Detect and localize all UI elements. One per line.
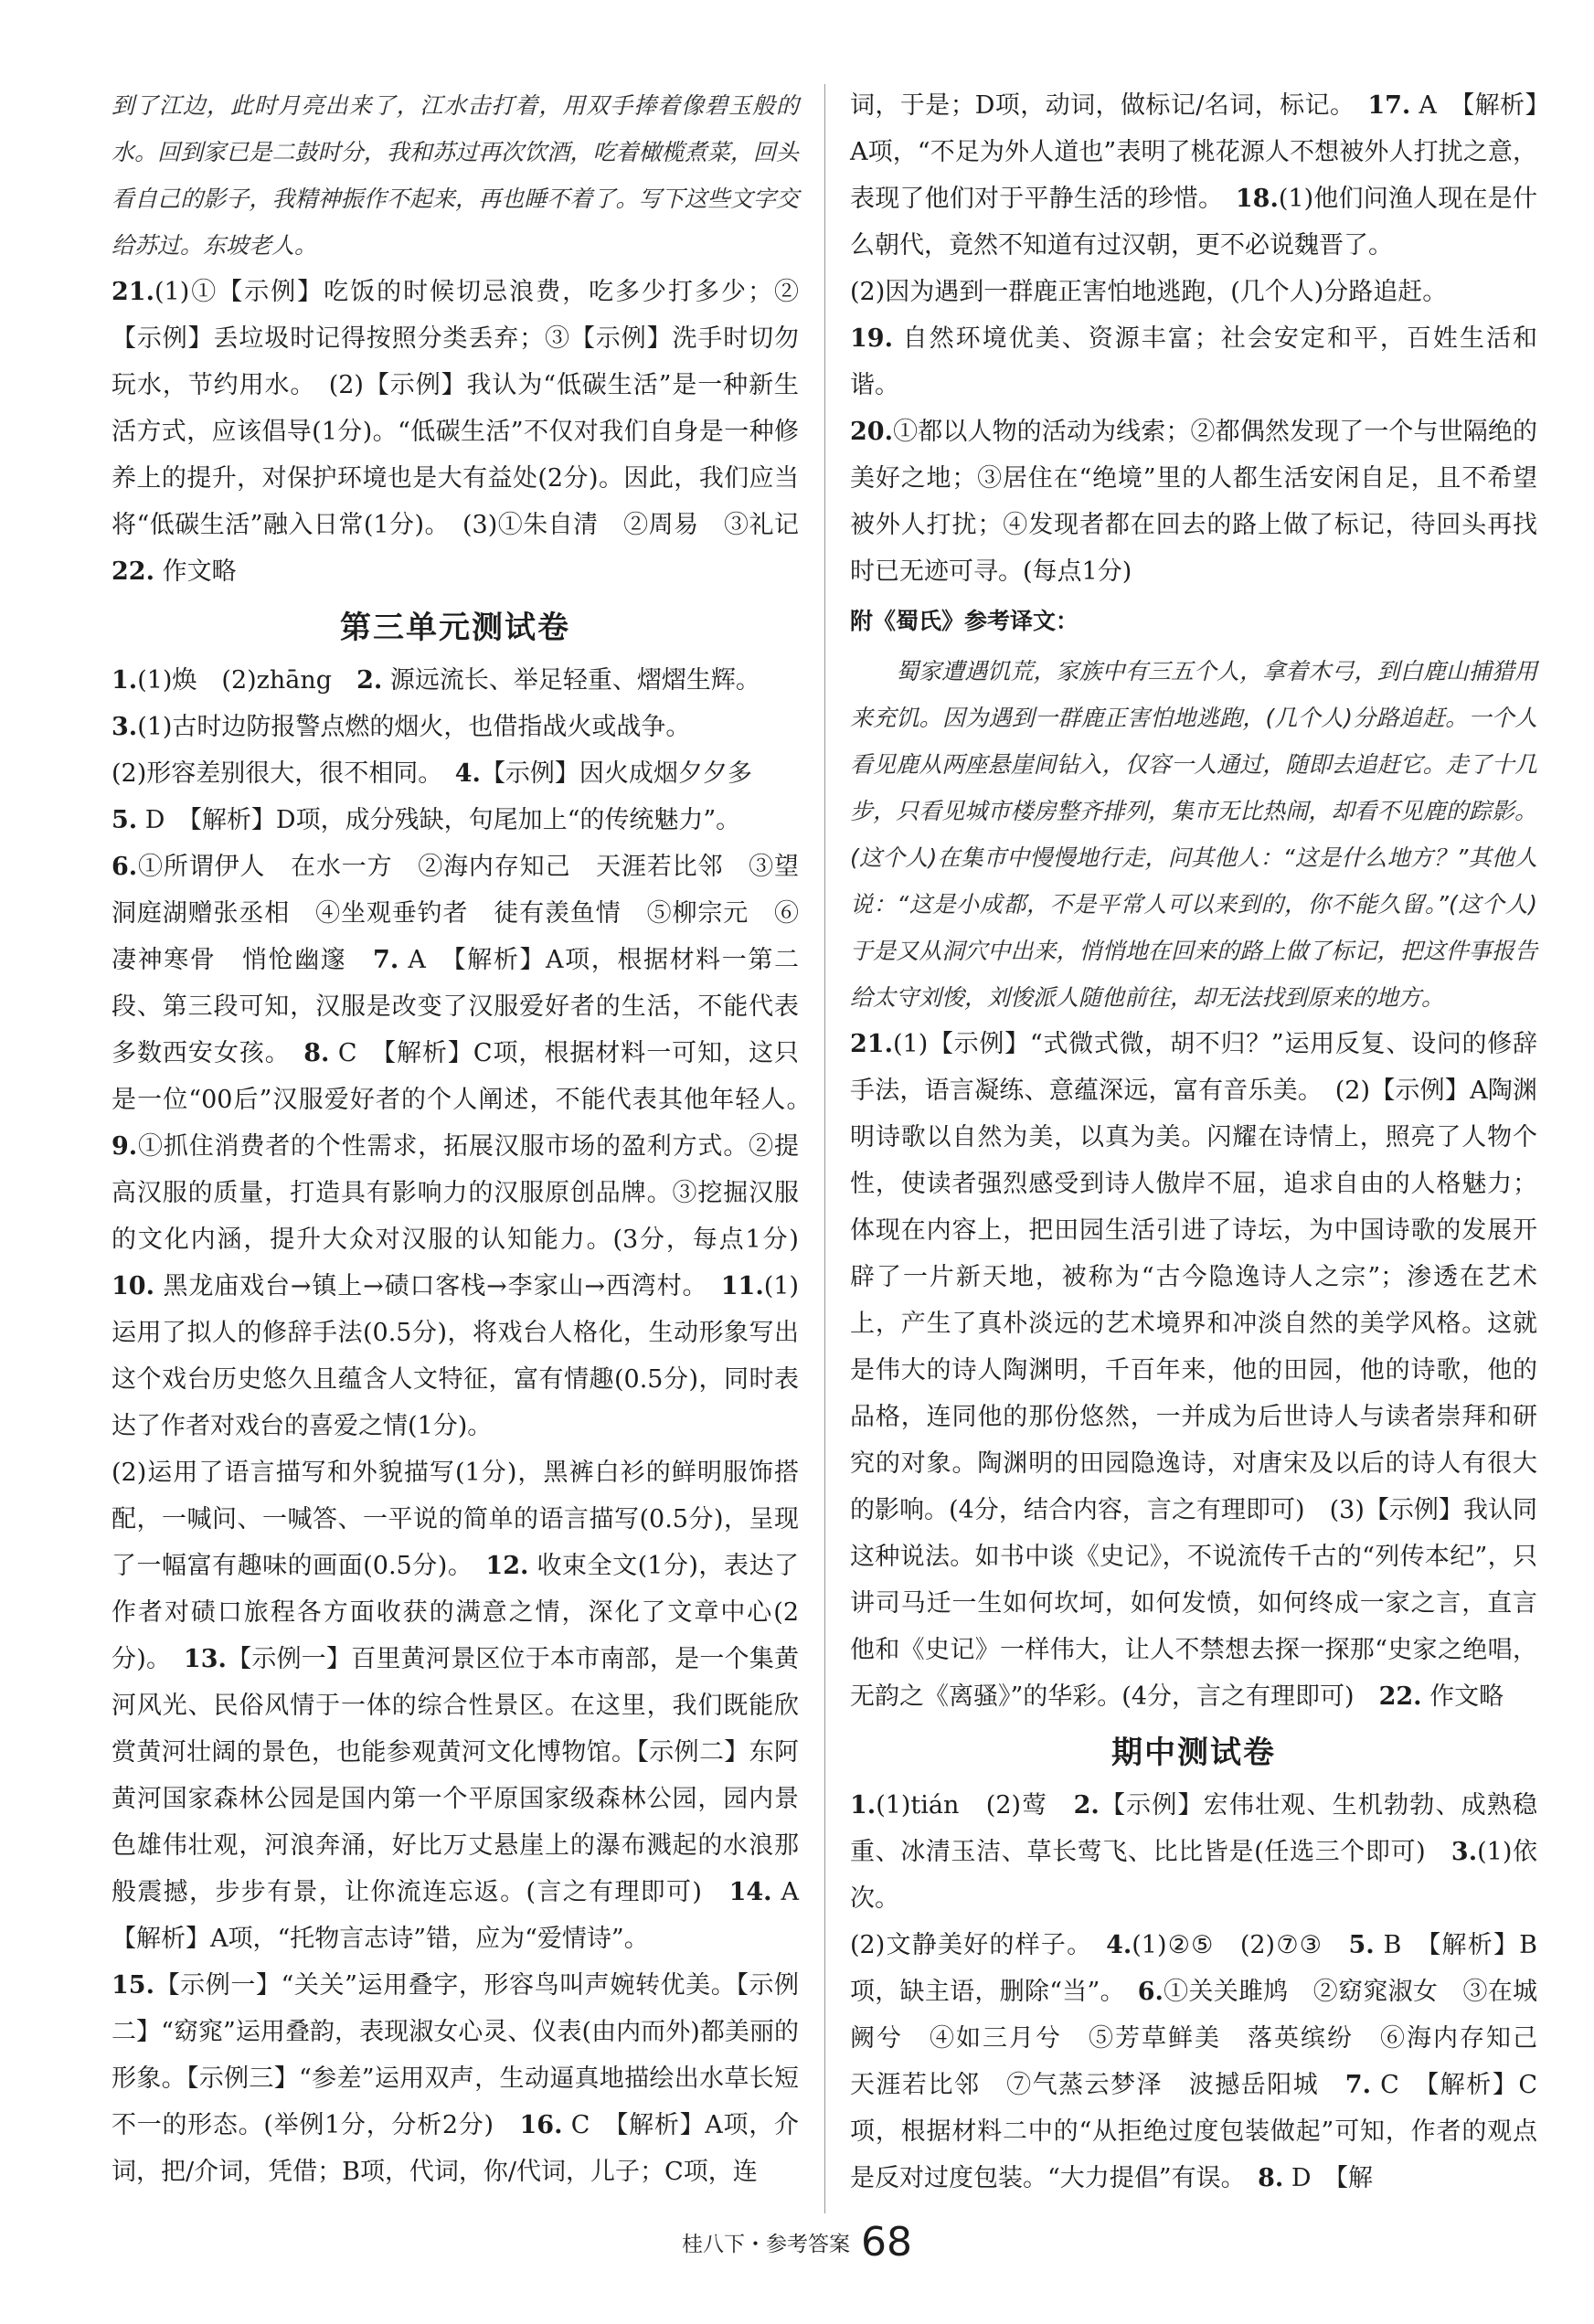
reference-translation: 蜀家遭遇饥荒，家族中有三五个人，拿着木弓，到白鹿山捕猎用来充饥。因为遇到一群鹿正害怕地逃跑，(几个人)分路追赶。一个人看见鹿从两座悬崖间钻入，仅容一人通过，随即去追赶它。走了十几步，只看见城市楼房整齐排列，集市无比热闹，却看不见鹿的踪影。(这个人)在集市中慢慢地行走，问其他人：“这是什么地方？”其他人说：“这是小成都，不是平常人可以来到的，你不能久留。”(这个人)于是又从洞穴中出来，悄悄地在回来的路上做了标记，把这件事报告给太守刘悛，刘悛派人随他前往，却无法找到原来的地方。 — [850, 658, 1537, 1011]
answer-15-16: 15.【示例一】“关关”运用叠字，形容鸟叫声婉转优美。【示例二】“窈窕”运用叠韵，表现淑女心灵、仪表(由内而外)都美丽的形象。【示例三】“参差”运用双声，生动逼真地描绘出水草长短不一的形态。(举例1分，分析2分) 16. C 【解析】A项，介词，把/介词，凭借；B项，代词，你/代词，儿子；C项，连 — [112, 1971, 799, 2186]
page-number: 68 — [861, 2219, 912, 2266]
section-title-midterm: 期中测试卷 — [1111, 1735, 1276, 1771]
answer-19: 19. 自然环境优美、资源丰富；社会安定和平，百姓生活和谐。 — [850, 324, 1537, 399]
answer-18-2: (2)因为遇到一群鹿正害怕地逃跑，(几个人)分路追赶。 — [850, 278, 1448, 306]
section-title-unit3: 第三单元测试卷 — [340, 610, 570, 646]
midterm-answer-1-3: 1.(1)tián (2)莺 2.【示例】宏伟壮观、生机勃勃、成熟稳重、冰清玉洁、草长莺飞、比比皆是(任选三个即可) 3.(1)依次。 — [850, 1791, 1538, 1913]
page-footer — [0, 2219, 1594, 2266]
midterm-answer-3-8: (2)文静美好的样子。 4.(1)②⑤ (2)⑦③ 5. B 【解析】B项，缺主语，删除“当”。 6.①关关雎鸠 ②窈窕淑女 ③在城阙兮 ④如三月兮 ⑤芳草鲜美 落英缤纷 ⑥海内存知己 天涯若比邻 ⑦气蒸云梦泽 波撼岳阳城 7. C 【解析】C项，根据材料二中的“从拒绝过度包装做起”可知，作者的观点是反对过度包装。“大力提倡”有误。 8. D 【解 — [850, 1931, 1562, 2192]
translation-continuation: 到了江边，此时月亮出来了，江水击打着，用双手捧着像碧玉般的水。回到家已是二鼓时分，我和苏过再次饮酒，吃着橄榄煮菜，回头看自己的影子，我精神振作不起来，再也睡不着了。写下这些文字交给苏过。东坡老人。 — [112, 92, 799, 259]
answer-5: 5. D 【解析】D项，成分残缺，句尾加上“的传统魅力”。 — [112, 806, 741, 834]
answer-16-18: 词，于是；D项，动词，做标记/名词，标记。 17. A 【解析】A项，“不足为外人道也”表明了桃花源人不想被外人打扰之意，表现了他们对于平静生活的珍惜。 18.(1)他们问渔人现在是什么朝代，竟然不知道有过汉朝，更不必说魏晋了。 — [850, 91, 1538, 260]
answer-21-22: 21.(1)【示例】“式微式微，胡不归？”运用反复、设问的修辞手法，语言凝练、意蕴深远，富有音乐美。 (2)【示例】A陶渊明诗歌以自然为美，以真为美。闪耀在诗情上，照亮了人物个性，使读者强烈感受到诗人傲岸不屈，追求自由的人格魅力；体现在内容上，把田园生活引进了诗坛，为中国诗歌的发展开辟了一片新天地，被称为“古今隐逸诗人之宗”；渗透在艺术上，产生了真朴淡远的艺术境界和冲淡自然的美学风格。这就是伟大的诗人陶渊明，千百年来，他的田园，他的诗歌，他的品格，连同他的那份悠然，一并成为后世诗人与读者崇拜和研究的对象。陶渊明的田园隐逸诗，对唐宋及以后的诗人有很大的影响。(4分，结合内容，言之有理即可) (3)【示例】我认同这种说法。如书中谈《史记》，不说流传千古的“列传本纪”，只讲司马迁一生如何坎坷，如何发愤，如何终成一家之言，直言他和《史记》一样伟大，让人不禁想去探一探那“史家之绝唱，无韵之《离骚》”的华彩。(4分，言之有理即可) 22. 作文略 — [850, 1030, 1537, 1711]
answer-1-2: 1.(1)焕 (2)zhāng 2. 源远流长、举足轻重、熠熠生辉。 — [112, 666, 760, 695]
answer-6-11: 6.①所谓伊人 在水一方 ②海内存知己 天涯若比邻 ③望洞庭湖赠张丞相 ④坐观垂钓者 徒有羡鱼情 ⑤柳宗元 ⑥凄神寒骨 悄怆幽邃 7. A 【解析】A项，根据材料一第二段、第三段可知，汉服是改变了汉服爱好者的生活，不能代表多数西安女孩。 8. C 【解析】C项，根据材料一可知，这只是一位“00后”汉服爱好者的个人阐述，不能代表其他年轻人。 9.①抓住消费者的个性需求，拓展汉服市场的盈利方式。②提高汉服的质量，打造具有影响力的汉服原创品牌。③挖掘汉服的文化内涵，提升大众对汉服的认知能力。(3分，每点1分) 10. 黑龙庙戏台→镇上→碛口客栈→李家山→西湾村。 11.(1)运用了拟人的修辞手法(0.5分)，将戏台人格化，生动形象写出这个戏台历史悠久且蕴含人文特征，富有情趣(0.5分)，同时表达了作者对戏台的喜爱之情(1分)。 — [112, 853, 824, 1440]
right-column — [850, 82, 1562, 2202]
answer-20: 20.①都以人物的活动为线索；②都偶然发现了一个与世隔绝的美好之地；③居住在“绝境”里的人都生活安闲自足，且不希望被外人打扰；④发现者都在回去的路上做了标记，待回头再找时已无迹可寻。(每点1分) — [850, 418, 1537, 586]
left-column — [112, 82, 824, 2195]
answer-21: 21.(1)①【示例】吃饭的时候切忌浪费，吃多少打多少；②【示例】丢垃圾时记得按照分类丢弃；③【示例】洗手时切勿玩水，节约用水。 (2)【示例】我认为“低碳生活”是一种新生活方式，应该倡导(1分)。“低碳生活”不仅对我们自身是一种修养上的提升，对保护环境也是大有益处(2分)。因此，我们应当将“低碳生活”融入日常(1分)。 (3)①朱自清 ②周易 ③礼记 22. 作文略 — [112, 278, 824, 586]
answer-3-1: 3.(1)古时边防报警点燃的烟火，也借指战火或战争。 — [112, 713, 691, 741]
footer-label: 桂八下・参考答案 — [682, 2233, 850, 2256]
column-divider — [824, 84, 825, 2213]
reference-translation-title: 附《蜀氏》参考译文： — [850, 608, 1079, 634]
answer-3-2-4: (2)形容差别很大，很不相同。 4.【示例】因火成烟夕夕多 — [112, 759, 752, 788]
answer-11-2-14: (2)运用了语言描写和外貌描写(1分)，黑裤白衫的鲜明服饰搭配，一喊问、一喊答、一平说的简单的语言描写(0.5分)，呈现了一幅富有趣味的画面(0.5分)。 12. 收束全文(1分)，表达了作者对碛口旅程各方面收获的满意之情，深化了文章中心(2分)。 13.【示例一】百里黄河景区位于本市南部，是一个集黄河风光、民俗风情于一体的综合性景区。在这里，我们既能欣赏黄河壮阔的景色，也能参观黄河文化博物馆。【示例二】东阿黄河国家森林公园是国内第一个平原国家级森林公园，园内景色雄伟壮观，河浪奔涌，好比万丈悬崖上的瀑布溅起的水浪那般震撼，步步有景，让你流连忘返。(言之有理即可) 14. A 【解析】A项，“托物言志诗”错，应为“爱情诗”。 — [112, 1459, 824, 1953]
